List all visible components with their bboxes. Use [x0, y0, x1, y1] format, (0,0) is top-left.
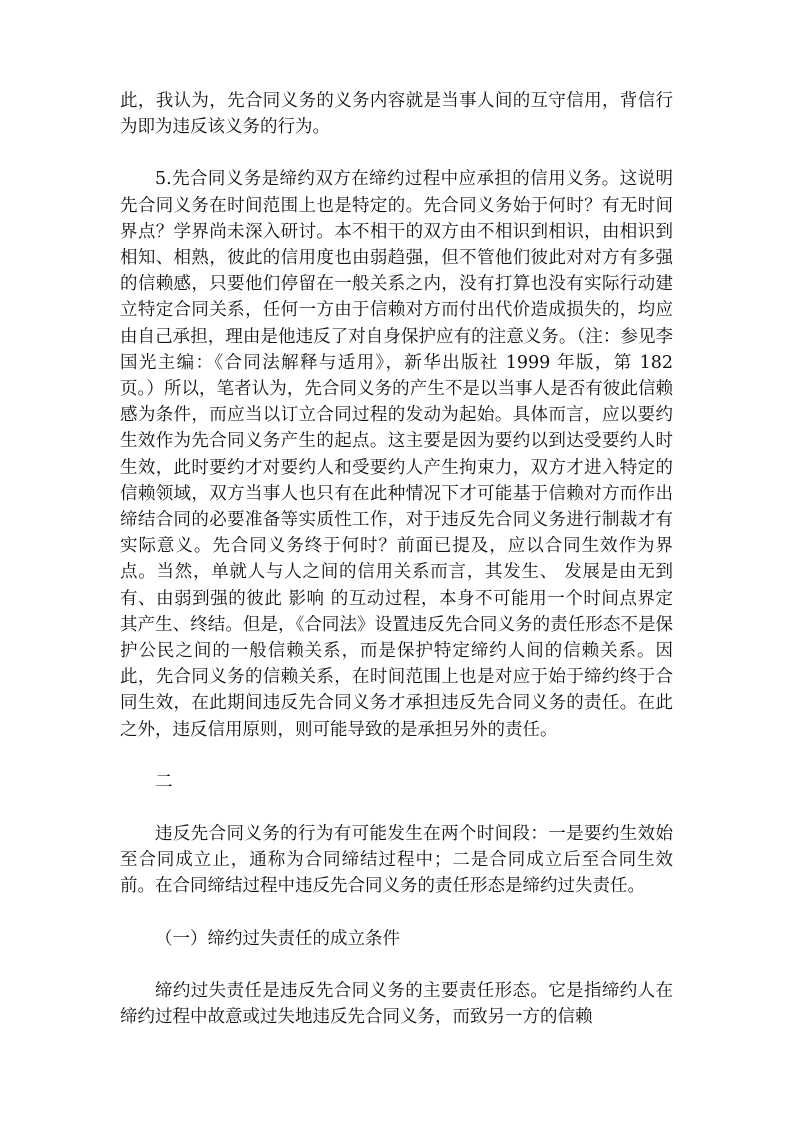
paragraph-1: 此，我认为，先合同义务的义务内容就是当事人间的互守信用，背信行为即为违反该义务的行为。 — [120, 91, 673, 138]
subsection-heading: （一）缔约过失责任的成立条件 — [155, 928, 400, 949]
paragraph-3: 违反先合同义务的行为有可能发生在两个时间段：一是要约生效始至合同成立止，通称为合同缔结过程中；二是合同成立后至合同生效前。在合同缔结过程中违反先合同义务的责任形态是缔约过失责任。 — [120, 824, 673, 897]
paragraph-2: 5.先合同义务是缔约双方在缔约过程中应承担的信用义务。这说明先合同义务在时间范围上也是特定的。先合同义务始于何时？有无时间界点？学界尚未深入研讨。本不相干的双方由不相识到相识，由相识到相知、相熟，彼此的信用度也由弱趋强，但不管他们彼此对对方有多强的信赖感，只要他们停留在一般关系之内，没有打算也没有实际行动建立特定合同关系，任何一方由于信赖对方而付出代价造成损失的，均应由自己承担，理由是他违反了对自身保护应有的注意义务。（注：参见李国光主编：《合同法解释与适用》，新华出版社 1999 年版，第 182 页。）所以，笔者认为，先合同义务的产生不是以当事人是否有彼此信赖感为条件，而应当以订立合同过程的发动为起始。具体而言，应以要约生效作为先合同义务产生的起点。这主要是因为要约以到达受要约人时生效，此时要约才对要约人和受要约人产生拘束力，双方才进入特定的信赖领域，双方当事人也只有在此种情况下才可能基于信赖对方而作出缔结合同的必要准备等实质性工作，对于违反先合同义务进行制裁才有实际意义。先合同义务终于何时？前面已提及，应以合同生效作为界点。当然，单就人与人之间的信用关系而言，其发生、 发展是由无到有、由弱到强的彼此 影响 的互动过程，本身不可能用一个时间点界定其产生、终结。但是，《合同法》设置违反先合同义务的责任形态不是保护公民之间的一般信赖关系，而是保护特定缔约人间的信赖关系。因此，先合同义务的信赖关系，在时间范围上也是对应于始于缔约终于合同生效，在此期间违反先合同义务才承担违反先合同义务的责任。在此之外，违反信用原则，则可能导致的是承担另外的责任。 — [120, 169, 673, 740]
paragraph-gap — [120, 743, 673, 769]
paragraph-gap — [120, 952, 673, 978]
document-page — [120, 88, 673, 1030]
paragraph-gap — [120, 900, 673, 926]
paragraph-gap — [120, 140, 673, 166]
paragraph-gap — [120, 795, 673, 821]
paragraph-4: 缔约过失责任是违反先合同义务的主要责任形态。它是指缔约人在缔约过程中故意或过失地违反先合同义务，而致另一方的信赖 — [120, 980, 673, 1028]
section-heading: 二 — [155, 771, 173, 792]
